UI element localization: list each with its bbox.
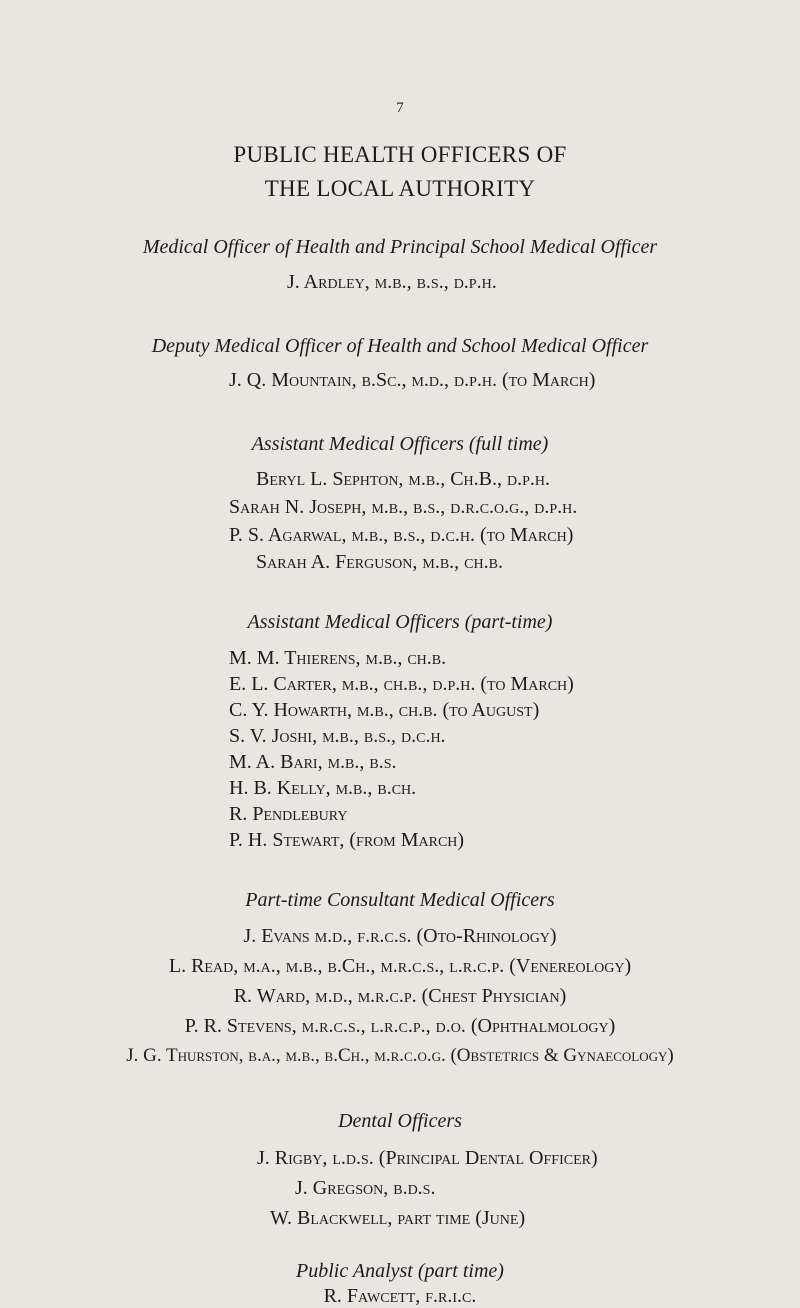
- officer-entry: H. B. Kelly, m.b., b.ch.: [229, 777, 417, 799]
- officer-entry: Beryl L. Sephton, m.b., Ch.B., d.p.h.: [256, 468, 551, 490]
- officer-entry: J. G. Thurston, b.a., m.b., b.Ch., m.r.c.o.g. (Obstetrics & Gynaecology): [126, 1045, 674, 1066]
- officer-entry: J. Q. Mountain, b.Sc., m.d., d.p.h. (to March): [229, 369, 596, 391]
- officer-entry: R. Pendlebury: [229, 803, 348, 825]
- officer-entry: R. Ward, m.d., m.r.c.p. (Chest Physician): [233, 985, 567, 1007]
- officer-entry: M. M. Thierens, m.b., ch.b.: [229, 647, 447, 669]
- officer-entry: R. Fawcett, f.r.i.c.: [323, 1285, 477, 1307]
- section-heading-public-analyst: Public Analyst (part time): [296, 1260, 504, 1282]
- page-title-line-1: PUBLIC HEALTH OFFICERS OF: [233, 142, 567, 167]
- officer-entry: Sarah N. Joseph, m.b., b.s., d.r.c.o.g., d.p.h.: [229, 496, 578, 518]
- officer-entry: P. H. Stewart, (from March): [229, 829, 465, 851]
- page-title-line-2: THE LOCAL AUTHORITY: [264, 176, 536, 201]
- section-heading-dental: Dental Officers: [338, 1110, 462, 1132]
- officer-entry: J. Ardley, m.b., b.s., d.p.h.: [287, 271, 497, 293]
- officer-entry: W. Blackwell, part time (June): [270, 1207, 526, 1229]
- section-heading-deputy-moh: Deputy Medical Officer of Health and School Medical Officer: [151, 335, 649, 357]
- officer-entry: S. V. Joshi, m.b., b.s., d.c.h.: [229, 725, 446, 747]
- officer-entry: J. Rigby, l.d.s. (Principal Dental Officer): [257, 1147, 598, 1169]
- officer-entry: P. S. Agarwal, m.b., b.s., d.c.h. (to March): [229, 524, 574, 546]
- section-heading-moh: Medical Officer of Health and Principal School Medical Officer: [142, 236, 658, 258]
- officer-entry: C. Y. Howarth, m.b., ch.b. (to August): [229, 699, 540, 721]
- officer-entry: M. A. Bari, m.b., b.s.: [229, 751, 397, 773]
- officer-entry: L. Read, m.a., m.b., b.Ch., m.r.c.s., l.r.c.p. (Venereology): [168, 955, 632, 977]
- section-heading-assistant-part-time: Assistant Medical Officers (part-time): [247, 611, 553, 633]
- officer-entry: E. L. Carter, m.b., ch.b., d.p.h. (to March): [229, 673, 574, 695]
- section-heading-consultants: Part-time Consultant Medical Officers: [245, 889, 555, 911]
- page-number: 7: [396, 100, 404, 116]
- officer-entry: J. Evans m.d., f.r.c.s. (Oto-Rhinology): [243, 925, 557, 947]
- officer-entry: P. R. Stevens, m.r.c.s., l.r.c.p., d.o. (Ophthalmology): [184, 1015, 616, 1037]
- officer-entry: J. Gregson, b.d.s.: [295, 1177, 436, 1199]
- officer-entry: Sarah A. Ferguson, m.b., ch.b.: [256, 551, 503, 573]
- section-heading-assistant-full-time: Assistant Medical Officers (full time): [251, 433, 549, 455]
